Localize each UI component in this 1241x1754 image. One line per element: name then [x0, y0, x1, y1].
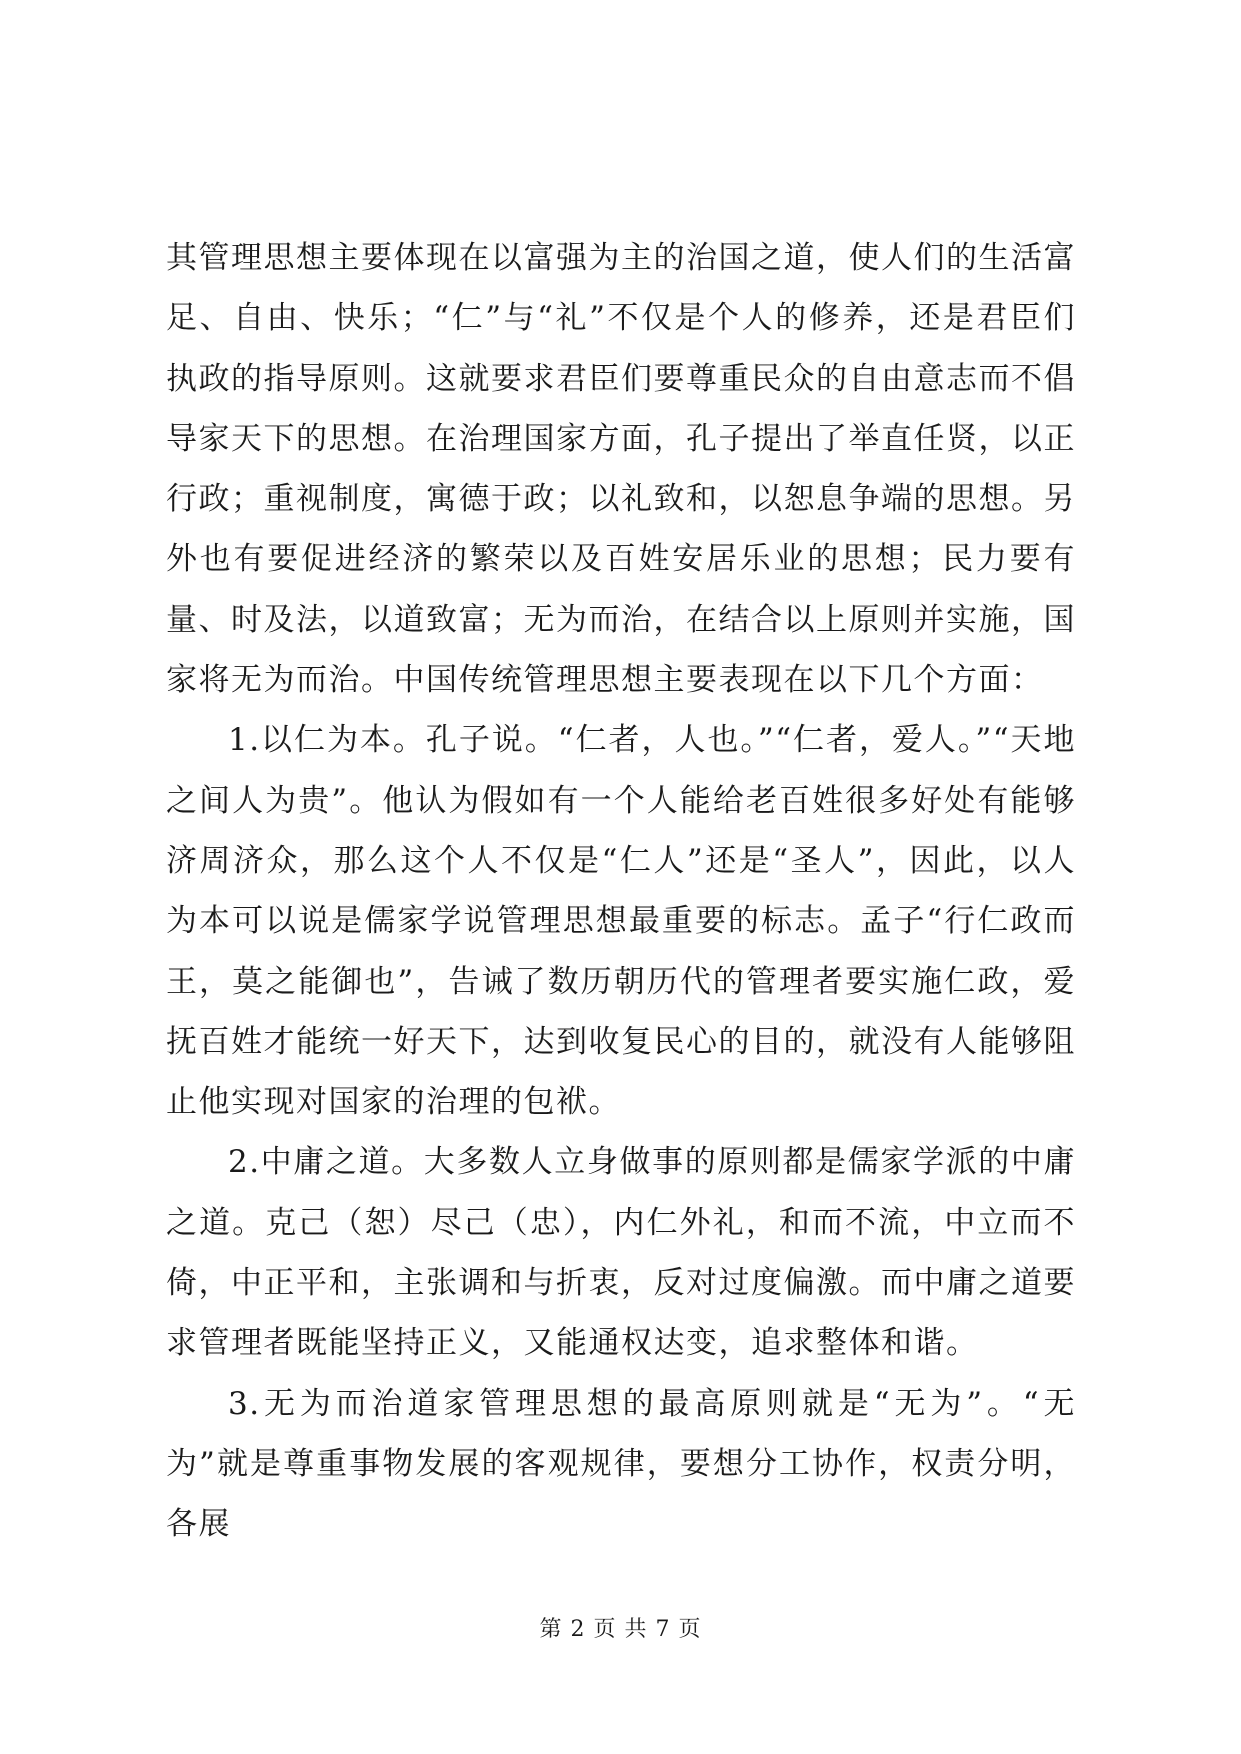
page-footer: 第 2 页 共 7 页	[539, 1617, 702, 1642]
paragraph-item-3: 3.无为而治道家管理思想的最高原则就是“无为”。“无为”就是尊重事物发展的客观规律，要想分工协作，权责分明，各展	[166, 1385, 1076, 1543]
paragraph-item-2: 2.中庸之道。大多数人立身做事的原则都是儒家学派的中庸之道。克己（恕）尽己（忠），内仁外礼，和而不流，中立而不倚，中正平和，主张调和与折衷，反对过度偏激。而中庸之道要求管理者既能坚持正义，又能通权达变，追求整体和谐。	[166, 1144, 1076, 1362]
paragraph-item-1: 1.以仁为本。孔子说。“仁者，人也。”“仁者，爱人。”“天地之间人为贵”。他认为假如有一个人能给老百姓很多好处有能够济周济众，那么这个人不仅是“仁人”还是“圣人”，因此，以人为本可以说是儒家学说管理思想最重要的标志。孟子“行仁政而王，莫之能御也”，告诫了数历朝历代的管理者要实施仁政，爱抚百姓才能统一好天下，达到收复民心的目的，就没有人能够阻止他实现对国家的治理的包袱。	[166, 722, 1076, 1121]
paragraph-intro: 其管理思想主要体现在以富强为主的治国之道，使人们的生活富足、自由、快乐；“仁”与“礼”不仅是个人的修养，还是君臣们执政的指导原则。这就要求君臣们要尊重民众的自由意志而不倡导家天下的思想。在治理国家方面，孔子提出了举直任贤，以正行政；重视制度，寓德于政；以礼致和，以恕息争端的思想。另外也有要促进经济的繁荣以及百姓安居乐业的思想；民力要有量、时及法，以道致富；无为而治，在结合以上原则并实施，国家将无为而治。中国传统管理思想主要表现在以下几个方面：	[166, 240, 1076, 699]
document-body	[166, 228, 1076, 1555]
